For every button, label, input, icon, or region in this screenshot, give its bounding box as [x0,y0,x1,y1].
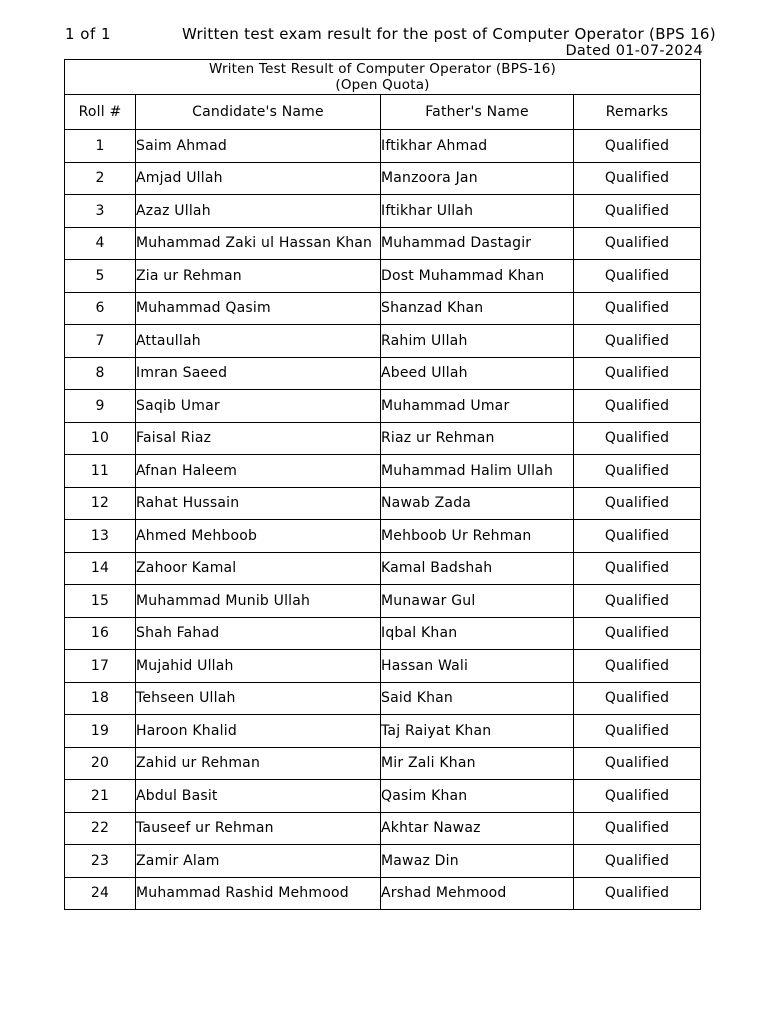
remarks-cell: Qualified [574,390,701,423]
remarks-cell: Qualified [574,520,701,553]
roll-cell: 22 [65,812,136,845]
candidate-name-cell: Ahmed Mehboob [136,520,381,553]
candidate-name-cell: Muhammad Rashid Mehmood [136,877,381,910]
remarks-cell: Qualified [574,812,701,845]
remarks-cell: Qualified [574,455,701,488]
table-row [65,617,701,650]
remarks-cell: Qualified [574,325,701,358]
remarks-cell: Qualified [574,260,701,293]
father-name-cell: Rahim Ullah [381,325,574,358]
table-row [65,682,701,715]
remarks-cell: Qualified [574,650,701,683]
father-name-cell: Iqbal Khan [381,617,574,650]
table-row [65,227,701,260]
document-title: Written test exam result for the post of Computer Operator (BPS 16) [182,25,716,43]
table-row [65,162,701,195]
remarks-cell: Qualified [574,682,701,715]
column-header-father-name: Father's Name [381,95,574,130]
roll-cell: 23 [65,845,136,878]
roll-cell: 24 [65,877,136,910]
roll-cell: 21 [65,780,136,813]
candidate-name-cell: Azaz Ullah [136,195,381,228]
remarks-cell: Qualified [574,845,701,878]
father-name-cell: Arshad Mehmood [381,877,574,910]
father-name-cell: Muhammad Dastagir [381,227,574,260]
table-row [65,325,701,358]
roll-cell: 13 [65,520,136,553]
remarks-cell: Qualified [574,780,701,813]
father-name-cell: Mehboob Ur Rehman [381,520,574,553]
roll-cell: 3 [65,195,136,228]
remarks-cell: Qualified [574,422,701,455]
roll-cell: 17 [65,650,136,683]
candidate-name-cell: Amjad Ullah [136,162,381,195]
father-name-cell: Abeed Ullah [381,357,574,390]
remarks-cell: Qualified [574,292,701,325]
remarks-cell: Qualified [574,877,701,910]
table-row [65,877,701,910]
roll-cell: 10 [65,422,136,455]
remarks-cell: Qualified [574,585,701,618]
father-name-cell: Akhtar Nawaz [381,812,574,845]
roll-cell: 6 [65,292,136,325]
remarks-cell: Qualified [574,130,701,163]
table-row [65,130,701,163]
page-indicator: 1 of 1 [65,25,112,43]
results-table [64,59,701,910]
table-row [65,260,701,293]
candidate-name-cell: Afnan Haleem [136,455,381,488]
table-row [65,747,701,780]
roll-cell: 1 [65,130,136,163]
father-name-cell: Iftikhar Ullah [381,195,574,228]
column-header-candidate-name: Candidate's Name [136,95,381,130]
roll-cell: 20 [65,747,136,780]
roll-cell: 7 [65,325,136,358]
candidate-name-cell: Zahoor Kamal [136,552,381,585]
roll-cell: 15 [65,585,136,618]
roll-cell: 2 [65,162,136,195]
roll-cell: 5 [65,260,136,293]
father-name-cell: Iftikhar Ahmad [381,130,574,163]
candidate-name-cell: Mujahid Ullah [136,650,381,683]
remarks-cell: Qualified [574,552,701,585]
roll-cell: 9 [65,390,136,423]
father-name-cell: Taj Raiyat Khan [381,715,574,748]
candidate-name-cell: Rahat Hussain [136,487,381,520]
father-name-cell: Kamal Badshah [381,552,574,585]
candidate-name-cell: Faisal Riaz [136,422,381,455]
father-name-cell: Manzoora Jan [381,162,574,195]
table-caption [65,60,701,95]
father-name-cell: Hassan Wali [381,650,574,683]
candidate-name-cell: Zia ur Rehman [136,260,381,293]
table-caption-quota: (Open Quota) [335,77,430,93]
table-row [65,585,701,618]
father-name-cell: Mawaz Din [381,845,574,878]
roll-cell: 14 [65,552,136,585]
table-row [65,520,701,553]
table-row [65,780,701,813]
father-name-cell: Munawar Gul [381,585,574,618]
roll-cell: 16 [65,617,136,650]
roll-cell: 19 [65,715,136,748]
remarks-cell: Qualified [574,195,701,228]
column-header-roll: Roll # [65,95,136,130]
candidate-name-cell: Abdul Basit [136,780,381,813]
candidate-name-cell: Imran Saeed [136,357,381,390]
document-date: Dated 01-07-2024 [565,43,703,59]
table-row [65,812,701,845]
table-row [65,552,701,585]
candidate-name-cell: Zamir Alam [136,845,381,878]
table-row [65,422,701,455]
candidate-name-cell: Saqib Umar [136,390,381,423]
father-name-cell: Riaz ur Rehman [381,422,574,455]
table-row [65,357,701,390]
candidate-name-cell: Muhammad Munib Ullah [136,585,381,618]
table-row [65,650,701,683]
candidate-name-cell: Attaullah [136,325,381,358]
table-row [65,845,701,878]
table-caption-row [65,60,701,95]
father-name-cell: Muhammad Halim Ullah [381,455,574,488]
father-name-cell: Qasim Khan [381,780,574,813]
column-header-row [65,95,701,130]
father-name-cell: Said Khan [381,682,574,715]
candidate-name-cell: Saim Ahmad [136,130,381,163]
table-caption-title: Writen Test Result of Computer Operator (BPS-16) [209,61,556,77]
table-row [65,715,701,748]
candidate-name-cell: Muhammad Qasim [136,292,381,325]
table-row [65,195,701,228]
roll-cell: 18 [65,682,136,715]
candidate-name-cell: Zahid ur Rehman [136,747,381,780]
roll-cell: 8 [65,357,136,390]
remarks-cell: Qualified [574,357,701,390]
candidate-name-cell: Tehseen Ullah [136,682,381,715]
candidate-name-cell: Tauseef ur Rehman [136,812,381,845]
table-row [65,390,701,423]
father-name-cell: Shanzad Khan [381,292,574,325]
father-name-cell: Nawab Zada [381,487,574,520]
column-header-remarks: Remarks [574,95,701,130]
roll-cell: 12 [65,487,136,520]
table-body [65,130,701,910]
remarks-cell: Qualified [574,715,701,748]
roll-cell: 11 [65,455,136,488]
remarks-cell: Qualified [574,162,701,195]
remarks-cell: Qualified [574,487,701,520]
father-name-cell: Dost Muhammad Khan [381,260,574,293]
table-row [65,455,701,488]
roll-cell: 4 [65,227,136,260]
remarks-cell: Qualified [574,617,701,650]
candidate-name-cell: Haroon Khalid [136,715,381,748]
table-row [65,487,701,520]
candidate-name-cell: Muhammad Zaki ul Hassan Khan [136,227,381,260]
remarks-cell: Qualified [574,227,701,260]
father-name-cell: Muhammad Umar [381,390,574,423]
father-name-cell: Mir Zali Khan [381,747,574,780]
table-row [65,292,701,325]
candidate-name-cell: Shah Fahad [136,617,381,650]
remarks-cell: Qualified [574,747,701,780]
